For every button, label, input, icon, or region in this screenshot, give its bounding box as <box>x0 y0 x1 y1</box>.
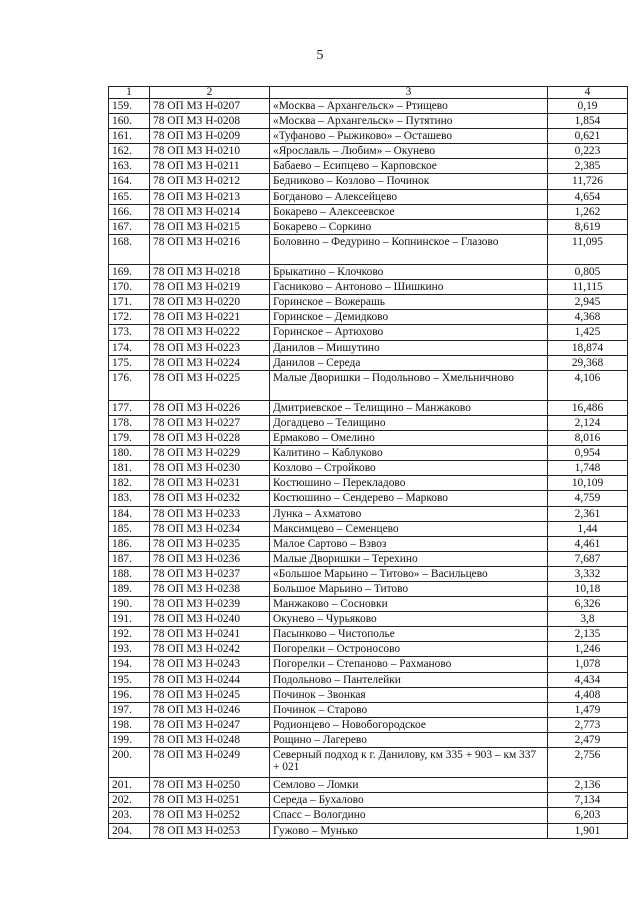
table-row <box>109 748 628 778</box>
road-length: 0,805 <box>548 265 628 280</box>
row-number: 160. <box>109 114 150 129</box>
table-header-row <box>109 87 628 99</box>
road-length: 3,332 <box>548 566 628 581</box>
road-name: Ермаково – Омелино <box>270 431 548 446</box>
road-name: Максимцево – Семенцево <box>270 521 548 536</box>
road-name: Боловино – Федурино – Копнинское – Глазово <box>270 234 548 264</box>
road-length: 1,078 <box>548 657 628 672</box>
road-code: 78 ОП МЗ Н-0223 <box>150 340 270 355</box>
row-number: 203. <box>109 808 150 823</box>
road-name: Бабаево – Есипцево – Карповское <box>270 159 548 174</box>
table-row <box>109 672 628 687</box>
table-row <box>109 642 628 657</box>
road-length: 2,773 <box>548 717 628 732</box>
road-name: Починок – Звонкая <box>270 687 548 702</box>
road-length: 7,134 <box>548 793 628 808</box>
row-number: 172. <box>109 310 150 325</box>
road-code: 78 ОП МЗ Н-0252 <box>150 808 270 823</box>
row-number: 201. <box>109 778 150 793</box>
road-length: 10,109 <box>548 476 628 491</box>
row-number: 200. <box>109 748 150 778</box>
row-number: 161. <box>109 129 150 144</box>
road-name: Погорелки – Степаново – Рахманово <box>270 657 548 672</box>
table-row <box>109 778 628 793</box>
road-code: 78 ОП МЗ Н-0249 <box>150 748 270 778</box>
table-row <box>109 657 628 672</box>
table-row <box>109 310 628 325</box>
row-number: 204. <box>109 823 150 838</box>
road-code: 78 ОП МЗ Н-0218 <box>150 265 270 280</box>
road-name: Костюшино – Перекладово <box>270 476 548 491</box>
road-code: 78 ОП МЗ Н-0230 <box>150 461 270 476</box>
road-name: Родионцево – Новобогородское <box>270 717 548 732</box>
road-code: 78 ОП МЗ Н-0243 <box>150 657 270 672</box>
road-code: 78 ОП МЗ Н-0250 <box>150 778 270 793</box>
road-name: Козлово – Стройково <box>270 461 548 476</box>
road-code: 78 ОП МЗ Н-0245 <box>150 687 270 702</box>
road-name: Середа – Бухалово <box>270 793 548 808</box>
road-code: 78 ОП МЗ Н-0213 <box>150 189 270 204</box>
road-length: 2,361 <box>548 506 628 521</box>
row-number: 197. <box>109 702 150 717</box>
road-length: 1,854 <box>548 114 628 129</box>
road-length: 2,756 <box>548 748 628 778</box>
row-number: 177. <box>109 400 150 415</box>
road-length: 8,619 <box>548 219 628 234</box>
road-code: 78 ОП МЗ Н-0225 <box>150 370 270 400</box>
road-code: 78 ОП МЗ Н-0212 <box>150 174 270 189</box>
road-name: Бокарево – Соркино <box>270 219 548 234</box>
road-length: 10,18 <box>548 582 628 597</box>
table-row <box>109 340 628 355</box>
road-name: Северный подход к г. Данилову, км 335 + 903 – км 337 + 021 <box>270 748 548 778</box>
table-row <box>109 99 628 114</box>
road-name: Большое Марьино – Титово <box>270 582 548 597</box>
row-number: 162. <box>109 144 150 159</box>
table-row <box>109 219 628 234</box>
row-number: 191. <box>109 612 150 627</box>
road-length: 6,203 <box>548 808 628 823</box>
row-number: 165. <box>109 189 150 204</box>
road-name: Малое Сартово – Взвоз <box>270 536 548 551</box>
road-code: 78 ОП МЗ Н-0240 <box>150 612 270 627</box>
road-name: Горинское – Артюхово <box>270 325 548 340</box>
road-code: 78 ОП МЗ Н-0239 <box>150 597 270 612</box>
row-number: 173. <box>109 325 150 340</box>
road-length: 2,136 <box>548 778 628 793</box>
row-number: 192. <box>109 627 150 642</box>
row-number: 170. <box>109 280 150 295</box>
table-row <box>109 325 628 340</box>
road-code: 78 ОП МЗ Н-0237 <box>150 566 270 581</box>
table-row <box>109 551 628 566</box>
table-row <box>109 446 628 461</box>
road-length: 1,901 <box>548 823 628 838</box>
road-code: 78 ОП МЗ Н-0211 <box>150 159 270 174</box>
table-row <box>109 174 628 189</box>
row-number: 164. <box>109 174 150 189</box>
row-number: 166. <box>109 204 150 219</box>
road-name: Рощино – Лагерево <box>270 732 548 747</box>
row-number: 159. <box>109 99 150 114</box>
road-code: 78 ОП МЗ Н-0233 <box>150 506 270 521</box>
road-length: 2,479 <box>548 732 628 747</box>
road-length: 29,368 <box>548 355 628 370</box>
road-length: 2,135 <box>548 627 628 642</box>
row-number: 190. <box>109 597 150 612</box>
road-name: Подольново – Пантелейки <box>270 672 548 687</box>
row-number: 202. <box>109 793 150 808</box>
road-name: «Туфаново – Рыжиково» – Осташево <box>270 129 548 144</box>
road-name: Лунка – Ахматово <box>270 506 548 521</box>
road-name: «Ярославль – Любим» – Окунево <box>270 144 548 159</box>
road-code: 78 ОП МЗ Н-0246 <box>150 702 270 717</box>
road-name: «Большое Марьино – Титово» – Васильцево <box>270 566 548 581</box>
road-length: 1,262 <box>548 204 628 219</box>
road-length: 2,124 <box>548 415 628 430</box>
road-name: Горинское – Вожерашь <box>270 295 548 310</box>
row-number: 171. <box>109 295 150 310</box>
table-row <box>109 370 628 400</box>
road-name: Семлово – Ломки <box>270 778 548 793</box>
road-code: 78 ОП МЗ Н-0219 <box>150 280 270 295</box>
road-code: 78 ОП МЗ Н-0226 <box>150 400 270 415</box>
road-length: 7,687 <box>548 551 628 566</box>
road-length: 6,326 <box>548 597 628 612</box>
road-length: 16,486 <box>548 400 628 415</box>
table-row <box>109 129 628 144</box>
road-length: 11,726 <box>548 174 628 189</box>
road-name: Окунево – Чурьяково <box>270 612 548 627</box>
road-name: Пасынково – Чистополье <box>270 627 548 642</box>
table-row <box>109 732 628 747</box>
row-number: 189. <box>109 582 150 597</box>
row-number: 176. <box>109 370 150 400</box>
road-name: Бедниково – Козлово – Починок <box>270 174 548 189</box>
row-number: 185. <box>109 521 150 536</box>
road-name: Гасниково – Антоново – Шишкино <box>270 280 548 295</box>
table-row <box>109 808 628 823</box>
road-name: Дмитриевское – Телищино – Манжаково <box>270 400 548 415</box>
header-col-4: 4 <box>548 87 628 99</box>
table-row <box>109 536 628 551</box>
row-number: 179. <box>109 431 150 446</box>
table-row <box>109 582 628 597</box>
row-number: 194. <box>109 657 150 672</box>
row-number: 193. <box>109 642 150 657</box>
table-row <box>109 491 628 506</box>
road-code: 78 ОП МЗ Н-0224 <box>150 355 270 370</box>
road-name: Калитино – Каблуково <box>270 446 548 461</box>
road-code: 78 ОП МЗ Н-0227 <box>150 415 270 430</box>
row-number: 188. <box>109 566 150 581</box>
road-name: Погорелки – Остроносово <box>270 642 548 657</box>
row-number: 169. <box>109 265 150 280</box>
road-name: Брыкатино – Клочково <box>270 265 548 280</box>
row-number: 167. <box>109 219 150 234</box>
header-col-1: 1 <box>109 87 150 99</box>
table-row <box>109 415 628 430</box>
road-code: 78 ОП МЗ Н-0215 <box>150 219 270 234</box>
road-length: 4,461 <box>548 536 628 551</box>
table-row <box>109 566 628 581</box>
row-number: 180. <box>109 446 150 461</box>
road-name: Данилов – Мишутино <box>270 340 548 355</box>
road-name: Малые Дворишки – Подольново – Хмельничново <box>270 370 548 400</box>
table-row <box>109 793 628 808</box>
road-name: Данилов – Середа <box>270 355 548 370</box>
road-code: 78 ОП МЗ Н-0209 <box>150 129 270 144</box>
road-code: 78 ОП МЗ Н-0236 <box>150 551 270 566</box>
road-code: 78 ОП МЗ Н-0238 <box>150 582 270 597</box>
road-length: 18,874 <box>548 340 628 355</box>
table-row <box>109 823 628 838</box>
road-code: 78 ОП МЗ Н-0247 <box>150 717 270 732</box>
road-length: 3,8 <box>548 612 628 627</box>
table-row <box>109 627 628 642</box>
row-number: 199. <box>109 732 150 747</box>
road-length: 2,945 <box>548 295 628 310</box>
row-number: 175. <box>109 355 150 370</box>
road-code: 78 ОП МЗ Н-0216 <box>150 234 270 264</box>
road-code: 78 ОП МЗ Н-0210 <box>150 144 270 159</box>
table-row <box>109 687 628 702</box>
road-code: 78 ОП МЗ Н-0229 <box>150 446 270 461</box>
road-name: Спасс – Вологдино <box>270 808 548 823</box>
row-number: 174. <box>109 340 150 355</box>
road-length: 1,479 <box>548 702 628 717</box>
road-length: 8,016 <box>548 431 628 446</box>
road-code: 78 ОП МЗ Н-0241 <box>150 627 270 642</box>
road-code: 78 ОП МЗ Н-0214 <box>150 204 270 219</box>
row-number: 182. <box>109 476 150 491</box>
row-number: 186. <box>109 536 150 551</box>
road-length: 11,095 <box>548 234 628 264</box>
road-name: Догадцево – Телищино <box>270 415 548 430</box>
table-row <box>109 461 628 476</box>
road-length: 4,434 <box>548 672 628 687</box>
row-number: 183. <box>109 491 150 506</box>
road-code: 78 ОП МЗ Н-0221 <box>150 310 270 325</box>
table-row <box>109 702 628 717</box>
road-code: 78 ОП МЗ Н-0234 <box>150 521 270 536</box>
road-length: 4,106 <box>548 370 628 400</box>
road-name: Гужово – Мунько <box>270 823 548 838</box>
road-name: Богданово – Алексейцево <box>270 189 548 204</box>
road-name: «Москва – Архангельск» – Путятино <box>270 114 548 129</box>
row-number: 196. <box>109 687 150 702</box>
table-row <box>109 295 628 310</box>
table-row <box>109 234 628 264</box>
road-code: 78 ОП МЗ Н-0207 <box>150 99 270 114</box>
table-row <box>109 265 628 280</box>
road-length: 0,621 <box>548 129 628 144</box>
road-code: 78 ОП МЗ Н-0228 <box>150 431 270 446</box>
road-code: 78 ОП МЗ Н-0248 <box>150 732 270 747</box>
road-code: 78 ОП МЗ Н-0222 <box>150 325 270 340</box>
road-length: 1,44 <box>548 521 628 536</box>
road-length: 0,954 <box>548 446 628 461</box>
table-row <box>109 521 628 536</box>
table-row <box>109 114 628 129</box>
road-length: 0,223 <box>548 144 628 159</box>
road-code: 78 ОП МЗ Н-0208 <box>150 114 270 129</box>
row-number: 163. <box>109 159 150 174</box>
table-row <box>109 597 628 612</box>
row-number: 198. <box>109 717 150 732</box>
road-name: Манжаково – Сосновки <box>270 597 548 612</box>
row-number: 184. <box>109 506 150 521</box>
road-name: Костюшино – Сендерево – Марково <box>270 491 548 506</box>
table-body <box>109 99 628 839</box>
table-row <box>109 506 628 521</box>
table-row <box>109 476 628 491</box>
road-name: Починок – Старово <box>270 702 548 717</box>
road-name: Малые Дворишки – Терехино <box>270 551 548 566</box>
road-code: 78 ОП МЗ Н-0231 <box>150 476 270 491</box>
road-length: 11,115 <box>548 280 628 295</box>
header-col-3: 3 <box>270 87 548 99</box>
header-col-2: 2 <box>150 87 270 99</box>
road-code: 78 ОП МЗ Н-0235 <box>150 536 270 551</box>
row-number: 187. <box>109 551 150 566</box>
road-length: 4,759 <box>548 491 628 506</box>
road-length: 1,425 <box>548 325 628 340</box>
table-row <box>109 431 628 446</box>
road-length: 1,246 <box>548 642 628 657</box>
road-code: 78 ОП МЗ Н-0253 <box>150 823 270 838</box>
road-length: 4,654 <box>548 189 628 204</box>
table-row <box>109 717 628 732</box>
table-row <box>109 144 628 159</box>
road-length: 1,748 <box>548 461 628 476</box>
road-code: 78 ОП МЗ Н-0242 <box>150 642 270 657</box>
table-row <box>109 612 628 627</box>
road-code: 78 ОП МЗ Н-0244 <box>150 672 270 687</box>
road-name: «Москва – Архангельск» – Ртищево <box>270 99 548 114</box>
table-row <box>109 159 628 174</box>
road-code: 78 ОП МЗ Н-0220 <box>150 295 270 310</box>
table-row <box>109 280 628 295</box>
row-number: 168. <box>109 234 150 264</box>
road-name: Бокарево – Алексеевское <box>270 204 548 219</box>
road-length: 0,19 <box>548 99 628 114</box>
road-code: 78 ОП МЗ Н-0251 <box>150 793 270 808</box>
road-code: 78 ОП МЗ Н-0232 <box>150 491 270 506</box>
row-number: 181. <box>109 461 150 476</box>
row-number: 195. <box>109 672 150 687</box>
road-name: Горинское – Демидково <box>270 310 548 325</box>
table-row <box>109 355 628 370</box>
table-row <box>109 204 628 219</box>
table-row <box>109 400 628 415</box>
row-number: 178. <box>109 415 150 430</box>
page-number: 5 <box>316 48 324 63</box>
road-length: 2,385 <box>548 159 628 174</box>
road-length: 4,368 <box>548 310 628 325</box>
table-row <box>109 189 628 204</box>
roads-table <box>108 86 628 839</box>
road-length: 4,408 <box>548 687 628 702</box>
